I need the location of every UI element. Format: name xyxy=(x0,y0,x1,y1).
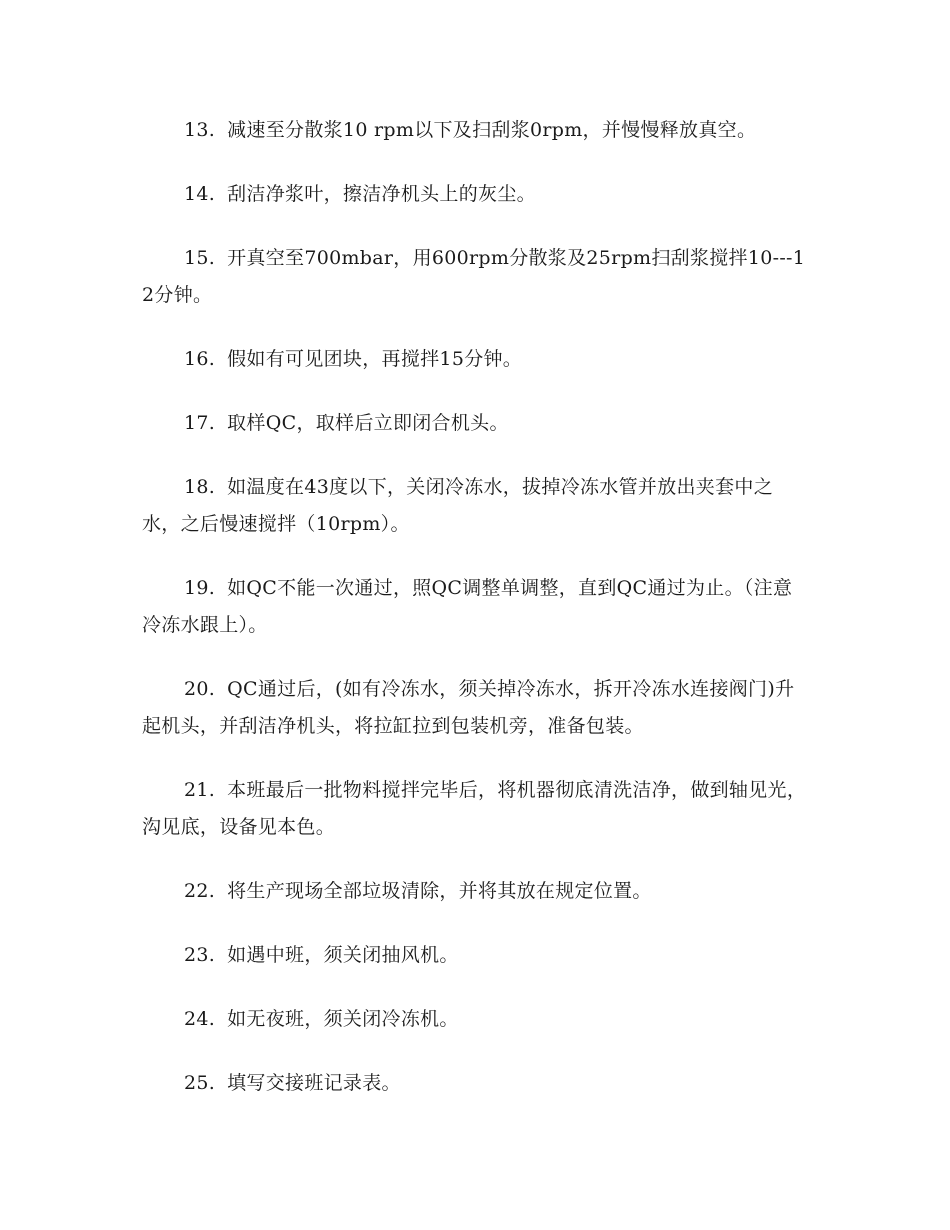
step-number: 16. xyxy=(184,348,216,370)
step-text: 刮洁净浆叶，擦洁净机头上的灰尘。 xyxy=(227,183,536,205)
step-text: 减速至分散浆10 rpm以下及扫刮浆0rpm，并慢慢释放真空。 xyxy=(227,119,757,141)
step-17 xyxy=(142,405,810,442)
step-25 xyxy=(142,1065,810,1102)
step-21 xyxy=(142,772,810,846)
step-number: 18. xyxy=(184,476,216,498)
step-text: 如QC不能一次通过，照QC调整单调整，直到QC通过为止。（注意冷冻水跟上）。 xyxy=(142,577,793,636)
step-20 xyxy=(142,671,810,745)
step-number: 15. xyxy=(184,247,216,269)
step-13 xyxy=(142,112,810,149)
step-19 xyxy=(142,570,810,644)
step-number: 22. xyxy=(184,880,216,902)
step-number: 20. xyxy=(184,678,216,700)
step-text: 假如有可见团块，再搅拌15分钟。 xyxy=(227,348,523,370)
step-24 xyxy=(142,1001,810,1038)
step-22 xyxy=(142,873,810,910)
step-text: 本班最后一批物料搅拌完毕后，将机器彻底清洗洁净，做到轴见光，沟见底，设备见本色。 xyxy=(142,779,807,838)
step-number: 23. xyxy=(184,944,216,966)
step-number: 25. xyxy=(184,1072,216,1094)
step-text: 如遇中班，须关闭抽风机。 xyxy=(227,944,459,966)
step-text: 如无夜班，须关闭冷冻机。 xyxy=(227,1008,459,1030)
step-text: 取样QC，取样后立即闭合机头。 xyxy=(227,412,509,434)
step-number: 19. xyxy=(184,577,216,599)
step-number: 14. xyxy=(184,183,216,205)
step-number: 13. xyxy=(184,119,216,141)
step-text: 填写交接班记录表。 xyxy=(227,1072,401,1094)
step-number: 21. xyxy=(184,779,216,801)
step-text: 开真空至700mbar，用600rpm分散浆及25rpm扫刮浆搅拌10---12分钟。 xyxy=(142,247,806,306)
step-23 xyxy=(142,937,810,974)
step-text: 将生产现场全部垃圾清除，并将其放在规定位置。 xyxy=(227,880,652,902)
step-text: QC通过后，(如有冷冻水，须关掉冷冻水，拆开冷冻水连接阀门)升起机头，并刮洁净机头，将拉缸拉到包装机旁，准备包装。 xyxy=(142,678,795,737)
step-number: 17. xyxy=(184,412,216,434)
step-text: 如温度在43度以下，关闭冷冻水，拔掉冷冻水管并放出夹套中之水，之后慢速搅拌（10rpm）。 xyxy=(142,476,774,535)
step-16 xyxy=(142,341,810,378)
step-15 xyxy=(142,240,810,314)
step-list xyxy=(142,112,810,1129)
step-14 xyxy=(142,176,810,213)
step-number: 24. xyxy=(184,1008,216,1030)
step-18 xyxy=(142,469,810,543)
